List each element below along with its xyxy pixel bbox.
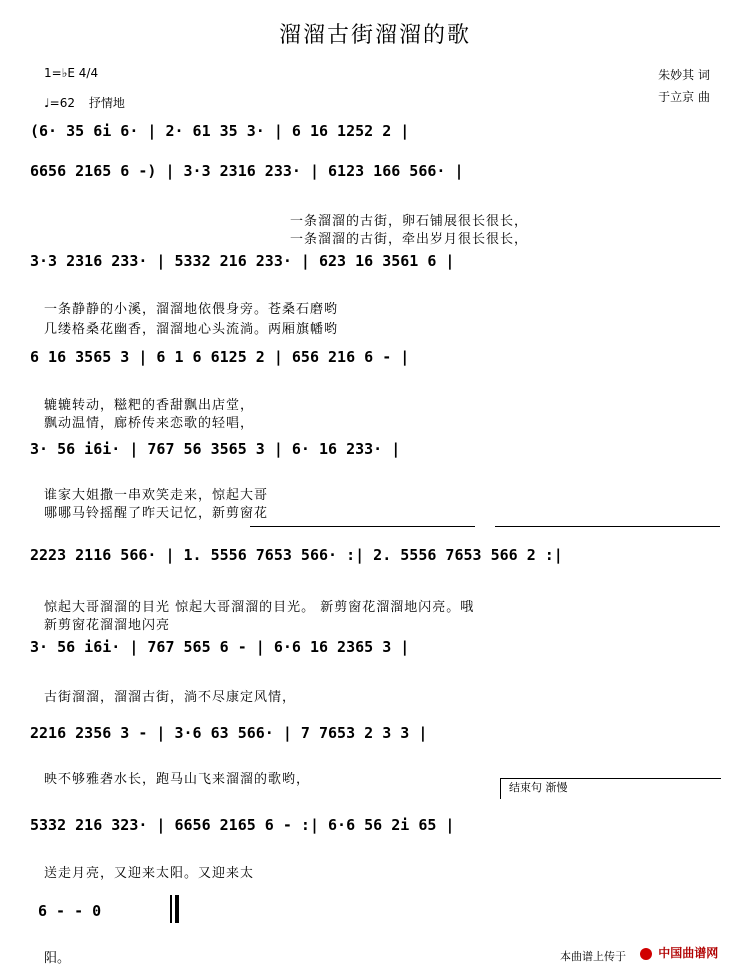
music-row: 2216 2356 3 - | 3·6 63 566· | 7 7653 2 3 3 |	[30, 724, 428, 742]
final-notes: 6 - - 0	[38, 902, 102, 920]
page-title: 溜溜古街溜溜的歌	[278, 23, 471, 48]
tempo-marking	[44, 94, 125, 111]
lyric-line: 惊起大哥溜溜的目光 惊起大哥溜溜的目光。 新剪窗花溜溜地闪亮。哦	[44, 600, 475, 615]
volta-1-bracket	[250, 526, 475, 527]
lyric-line: 映不够雅砻水长，跑马山飞来溜溜的歌哟，	[44, 772, 311, 787]
lyric-line: 哪哪马铃摇醒了昨天记忆，新剪窗花	[44, 506, 269, 521]
final-barline-thin	[170, 895, 172, 923]
ending-label: 结束句 渐慢	[509, 781, 568, 794]
music-row: 3· 56 i6i· | 767 56 3565 3 | 6· 16 233· |	[30, 440, 401, 458]
music-row: (6· 35 6i 6· | 2· 61 35 3· | 6 16 1252 2 |	[30, 122, 410, 140]
tempo-value: ♩=62	[44, 96, 75, 110]
music-row: 3·3 2316 233· | 5332 216 233· | 623 16 3561 6 |	[30, 252, 455, 270]
mood-label: 抒情地	[88, 96, 125, 110]
lyricist: 朱妙其 词	[658, 68, 710, 82]
site-logo[interactable]	[640, 944, 718, 961]
lyric-line: 一条溜溜的古街，牵出岁月很长很长，	[290, 232, 529, 247]
key-label: 1=♭E	[44, 66, 75, 80]
lyric-line: 一条溜溜的古街，卵石铺展很长很长，	[290, 214, 529, 229]
music-row: 6 16 3565 3 | 6 1 6 6125 2 | 656 216 6 - |	[30, 348, 410, 366]
site-name: 中国曲谱网	[658, 946, 719, 960]
lyric-line: 新剪窗花溜溜地闪亮	[44, 618, 171, 633]
footer-text: 本曲谱上传于	[560, 950, 626, 963]
ending-bracket	[500, 778, 721, 799]
composer: 于立京 曲	[658, 90, 710, 104]
time-signature: 4/4	[78, 66, 99, 80]
final-lyric: 阳。	[44, 951, 71, 966]
music-row: 3· 56 i6i· | 767 565 6 - | 6·6 16 2365 3 |	[30, 638, 410, 656]
final-barline-thick	[175, 895, 179, 923]
key-signature	[44, 66, 98, 80]
lyric-line: 古街溜溜，溜溜古街，淌不尽康定风情，	[44, 690, 297, 705]
site-logo-icon	[640, 948, 652, 960]
music-row: 6656 2165 6 -) | 3·3 2316 233· | 6123 166 566· |	[30, 162, 464, 180]
lyric-line: 辘辘转动，糍粑的香甜飘出店堂，	[44, 398, 255, 413]
lyric-line: 谁家大姐撒一串欢笑走来，惊起大哥	[44, 488, 269, 503]
volta-2-bracket	[495, 526, 720, 527]
music-row: 5332 216 323· | 6656 2165 6 - :| 6·6 56 2i 65 |	[30, 816, 455, 834]
lyric-line: 飘动温情，廊桥传来恋歌的轻唱，	[44, 416, 255, 431]
music-row: 2223 2116 566· | 1. 5556 7653 566· :| 2. 5556 7653 566 2 :|	[30, 546, 563, 564]
lyric-line: 一条静静的小溪，溜溜地依偎身旁。苍桑石磨哟	[44, 302, 339, 317]
lyric-line: 送走月亮，又迎来太阳。又迎来太	[44, 866, 255, 881]
lyric-line: 几缕格桑花幽香，溜溜地心头流淌。两厢旗幡哟	[44, 322, 339, 337]
